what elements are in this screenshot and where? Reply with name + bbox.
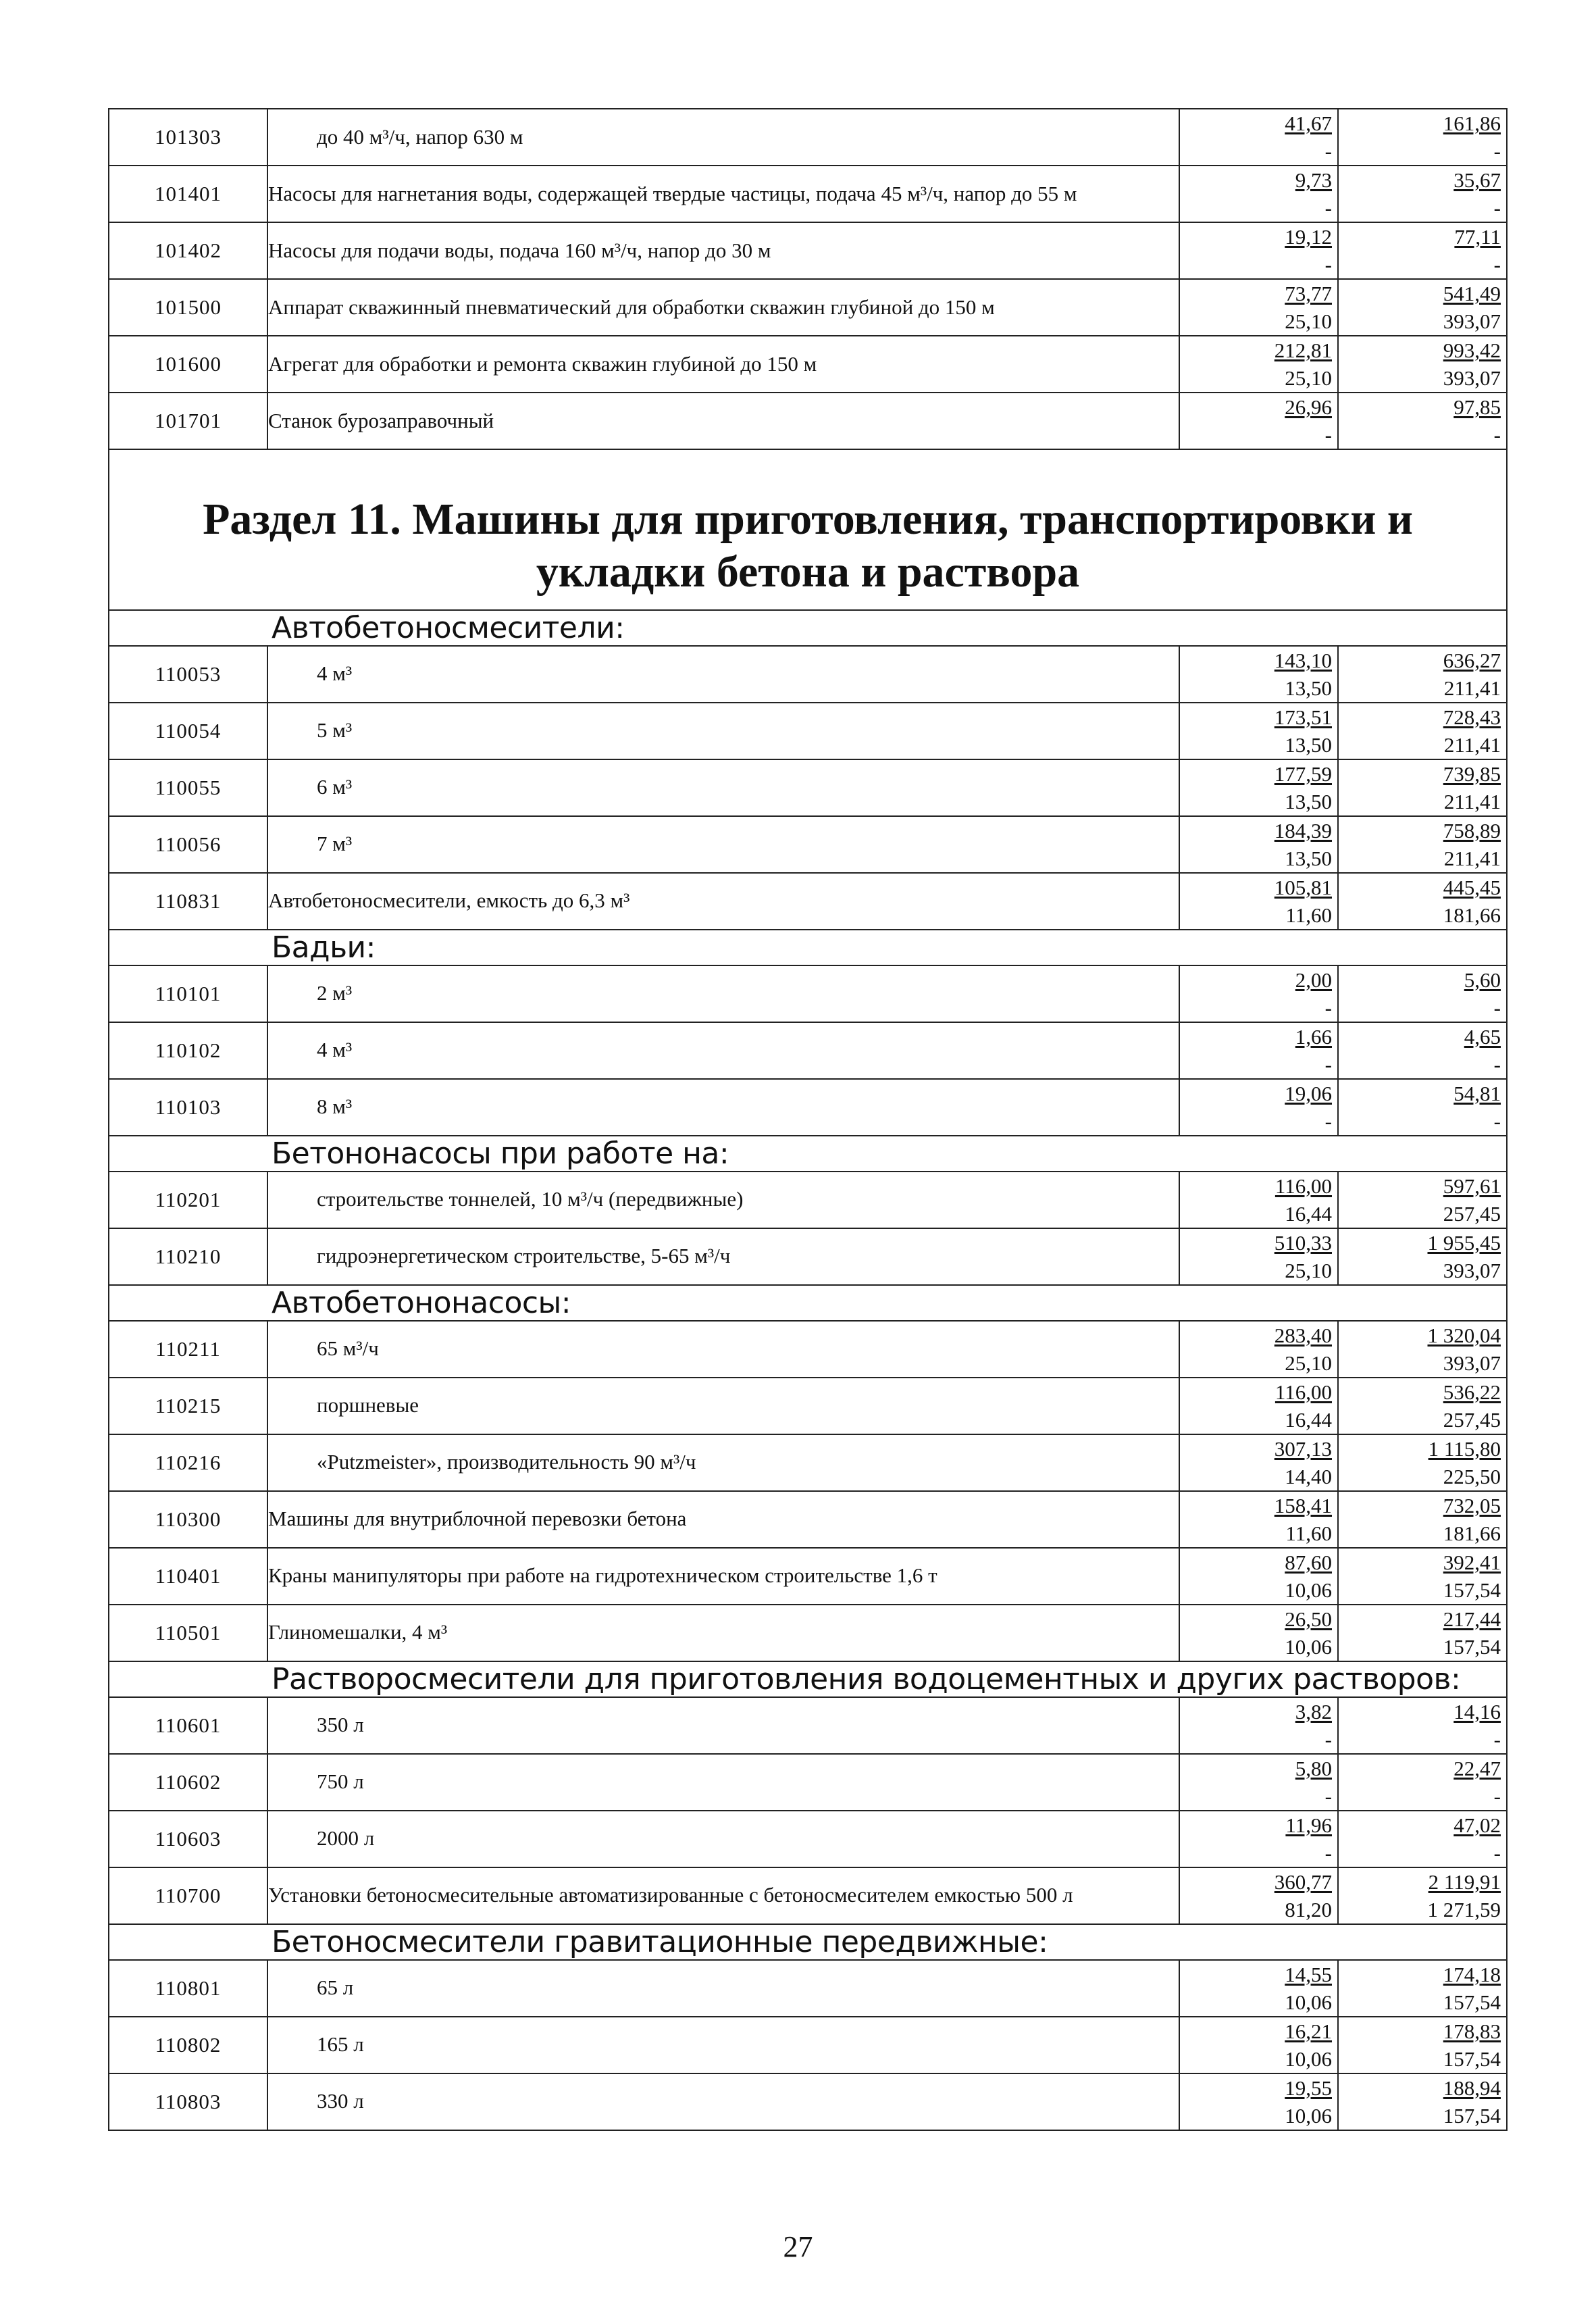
- total-wage-value: -: [1493, 1109, 1501, 1133]
- operating-cost-value: 16,21: [1285, 2019, 1332, 2043]
- total-wage-value: 393,07: [1443, 309, 1501, 333]
- total-wage-value: -: [1493, 995, 1501, 1020]
- machine-code: 110401: [109, 1548, 267, 1605]
- operating-cost-value: 212,81: [1274, 338, 1332, 362]
- operating-cost-cell: [1179, 1548, 1338, 1605]
- machine-name: до 40 м³/ч, напор 630 м: [267, 109, 1179, 166]
- total-cost-cell: [1338, 1697, 1507, 1754]
- table-row: [109, 1172, 1507, 1228]
- driver-wage-value: 16,44: [1285, 1201, 1332, 1226]
- driver-wage-value: -: [1324, 995, 1332, 1020]
- operating-cost-cell: [1179, 1022, 1338, 1079]
- total-cost-cell: [1338, 2017, 1507, 2073]
- operating-cost-value: 2,00: [1295, 967, 1332, 992]
- table-row: [109, 1378, 1507, 1434]
- machine-code: 101402: [109, 222, 267, 279]
- driver-wage-value: 10,06: [1285, 1990, 1332, 2014]
- operating-cost-value: 173,51: [1274, 705, 1332, 729]
- total-cost-cell: [1338, 873, 1507, 930]
- machine-code: 110201: [109, 1172, 267, 1228]
- operating-cost-value: 73,77: [1285, 282, 1332, 305]
- total-cost-value: 217,44: [1443, 1607, 1501, 1631]
- operating-cost-cell: [1179, 1079, 1338, 1136]
- table-row: [109, 1491, 1507, 1548]
- operating-cost-value: 283,40: [1274, 1323, 1332, 1347]
- total-wage-value: -: [1493, 1840, 1501, 1865]
- machine-code: 101401: [109, 166, 267, 222]
- operating-cost-cell: [1179, 2017, 1338, 2073]
- total-wage-value: -: [1493, 139, 1501, 163]
- total-cost-cell: [1338, 109, 1507, 166]
- group-title: Бетоносмесители гравитационные передвижные:: [267, 1924, 1507, 1960]
- total-wage-value: -: [1493, 253, 1501, 276]
- driver-wage-value: -: [1324, 1109, 1332, 1133]
- total-cost-value: 536,22: [1443, 1380, 1501, 1404]
- table-row: [109, 222, 1507, 279]
- total-cost-cell: [1338, 1228, 1507, 1285]
- operating-cost-value: 143,10: [1274, 648, 1332, 672]
- driver-wage-value: 13,50: [1285, 789, 1332, 813]
- operating-cost-value: 360,77: [1274, 1869, 1332, 1894]
- total-cost-cell: [1338, 1960, 1507, 2017]
- table-row: [109, 336, 1507, 393]
- total-cost-value: 97,85: [1453, 395, 1501, 419]
- group-header-spacer: [109, 1924, 267, 1960]
- driver-wage-value: -: [1324, 139, 1332, 163]
- total-cost-value: 174,18: [1443, 1962, 1501, 1986]
- operating-cost-cell: [1179, 2073, 1338, 2130]
- total-cost-value: 1 115,80: [1428, 1436, 1501, 1461]
- driver-wage-value: -: [1324, 1784, 1332, 1808]
- total-cost-value: 636,27: [1443, 648, 1501, 672]
- operating-cost-cell: [1179, 816, 1338, 873]
- table-row: [109, 2073, 1507, 2130]
- machine-name: Станок бурозаправочный: [267, 393, 1179, 449]
- table-row: [109, 393, 1507, 449]
- group-header-spacer: [109, 930, 267, 965]
- driver-wage-value: 11,60: [1285, 903, 1332, 927]
- group-header-spacer: [109, 1136, 267, 1172]
- total-wage-value: 157,54: [1443, 1634, 1501, 1659]
- group-header-row: [109, 1285, 1507, 1321]
- total-wage-value: 211,41: [1443, 846, 1501, 870]
- operating-cost-cell: [1179, 1960, 1338, 2017]
- table-row: [109, 109, 1507, 166]
- machine-code: 110831: [109, 873, 267, 930]
- machine-code: 110054: [109, 703, 267, 759]
- driver-wage-value: -: [1324, 253, 1332, 276]
- total-cost-cell: [1338, 816, 1507, 873]
- group-header-spacer: [109, 610, 267, 646]
- total-wage-value: 1 271,59: [1427, 1897, 1501, 1921]
- total-cost-cell: [1338, 759, 1507, 816]
- operating-cost-cell: [1179, 1172, 1338, 1228]
- table-row: [109, 279, 1507, 336]
- machine-name: 750 л: [267, 1754, 1179, 1811]
- total-wage-value: -: [1493, 1727, 1501, 1751]
- machine-code: 110300: [109, 1491, 267, 1548]
- page-number: 27: [783, 2230, 813, 2263]
- machine-code: 110210: [109, 1228, 267, 1285]
- table-row: [109, 1321, 1507, 1378]
- total-cost-value: 178,83: [1443, 2019, 1501, 2043]
- machine-code: 110055: [109, 759, 267, 816]
- driver-wage-value: -: [1324, 1052, 1332, 1076]
- total-cost-value: 739,85: [1443, 761, 1501, 786]
- section-title: Раздел 11. Машины для приготовления, транспортировки и укладки бетона и раствора: [203, 495, 1413, 597]
- table-row: [109, 1228, 1507, 1285]
- driver-wage-value: -: [1324, 196, 1332, 220]
- total-cost-cell: [1338, 1172, 1507, 1228]
- total-wage-value: 181,66: [1443, 903, 1501, 927]
- total-cost-cell: [1338, 2073, 1507, 2130]
- table-row: [109, 1697, 1507, 1754]
- total-wage-value: -: [1493, 196, 1501, 220]
- operating-cost-value: 184,39: [1274, 818, 1332, 842]
- operating-cost-value: 5,80: [1295, 1756, 1332, 1780]
- group-title: Автобетононасосы:: [267, 1285, 1507, 1321]
- total-cost-value: 758,89: [1443, 818, 1501, 842]
- machine-name: 5 м³: [267, 703, 1179, 759]
- machine-code: 110700: [109, 1867, 267, 1924]
- operating-cost-cell: [1179, 703, 1338, 759]
- group-header-row: [109, 930, 1507, 965]
- machine-name: Глиномешалки, 4 м³: [267, 1605, 1179, 1661]
- operating-cost-cell: [1179, 1491, 1338, 1548]
- table-body: [109, 109, 1507, 2130]
- machine-code: 110803: [109, 2073, 267, 2130]
- operating-cost-value: 105,81: [1274, 875, 1332, 899]
- operating-cost-value: 19,12: [1285, 225, 1332, 249]
- machine-code: 110101: [109, 965, 267, 1022]
- table-row: [109, 703, 1507, 759]
- operating-cost-value: 26,50: [1285, 1607, 1332, 1631]
- driver-wage-value: 25,10: [1285, 309, 1332, 333]
- driver-wage-value: -: [1324, 1840, 1332, 1865]
- table-row: [109, 2017, 1507, 2073]
- table-row: [109, 1079, 1507, 1136]
- total-cost-value: 993,42: [1443, 338, 1501, 362]
- operating-cost-cell: [1179, 1867, 1338, 1924]
- operating-cost-cell: [1179, 166, 1338, 222]
- total-wage-value: 225,50: [1443, 1464, 1501, 1488]
- driver-wage-value: 10,06: [1285, 1578, 1332, 1602]
- operating-cost-value: 87,60: [1285, 1550, 1332, 1574]
- machine-code: 110802: [109, 2017, 267, 2073]
- total-cost-value: 392,41: [1443, 1550, 1501, 1574]
- operating-cost-value: 116,00: [1275, 1174, 1332, 1198]
- total-cost-cell: [1338, 166, 1507, 222]
- operating-cost-value: 177,59: [1274, 761, 1332, 786]
- operating-cost-cell: [1179, 1697, 1338, 1754]
- machine-name: Аппарат скважинный пневматический для обработки скважин глубиной до 150 м: [267, 279, 1179, 336]
- operating-cost-value: 158,41: [1274, 1493, 1332, 1517]
- total-wage-value: -: [1493, 1784, 1501, 1808]
- total-cost-cell: [1338, 222, 1507, 279]
- machine-code: 110602: [109, 1754, 267, 1811]
- machine-name: гидроэнергетическом строительстве, 5-65 м³/ч: [267, 1228, 1179, 1285]
- machine-code: 110215: [109, 1378, 267, 1434]
- total-cost-cell: [1338, 1605, 1507, 1661]
- total-cost-cell: [1338, 393, 1507, 449]
- operating-cost-cell: [1179, 393, 1338, 449]
- operating-cost-cell: [1179, 1321, 1338, 1378]
- driver-wage-value: 13,50: [1285, 846, 1332, 870]
- operating-cost-value: 14,55: [1285, 1962, 1332, 1986]
- total-wage-value: 393,07: [1443, 1351, 1501, 1375]
- machine-name: 165 л: [267, 2017, 1179, 2073]
- total-cost-value: 732,05: [1443, 1493, 1501, 1517]
- total-wage-value: 157,54: [1443, 2046, 1501, 2071]
- table-row: [109, 873, 1507, 930]
- machine-name: 6 м³: [267, 759, 1179, 816]
- table-row: [109, 646, 1507, 703]
- total-wage-value: 211,41: [1443, 732, 1501, 757]
- total-cost-cell: [1338, 1378, 1507, 1434]
- total-wage-value: 157,54: [1443, 1990, 1501, 2014]
- table-row: [109, 166, 1507, 222]
- total-cost-cell: [1338, 1022, 1507, 1079]
- total-cost-value: 35,67: [1453, 168, 1501, 192]
- total-wage-value: 211,41: [1443, 789, 1501, 813]
- driver-wage-value: -: [1324, 423, 1332, 447]
- table-row: [109, 1960, 1507, 2017]
- machine-name: 4 м³: [267, 1022, 1179, 1079]
- machine-code: 110056: [109, 816, 267, 873]
- operating-cost-cell: [1179, 646, 1338, 703]
- total-cost-value: 4,65: [1464, 1024, 1501, 1049]
- total-wage-value: -: [1493, 1052, 1501, 1076]
- operating-cost-value: 9,73: [1295, 168, 1332, 192]
- machine-name: Автобетоносмесители, емкость до 6,3 м³: [267, 873, 1179, 930]
- section-header-cell: [109, 449, 1507, 610]
- total-cost-value: 541,49: [1443, 282, 1501, 305]
- operating-cost-value: 510,33: [1274, 1230, 1332, 1255]
- total-cost-cell: [1338, 336, 1507, 393]
- driver-wage-value: 10,06: [1285, 1634, 1332, 1659]
- table-row: [109, 1548, 1507, 1605]
- group-header-row: [109, 1661, 1507, 1697]
- total-wage-value: 181,66: [1443, 1521, 1501, 1545]
- total-cost-value: 2 119,91: [1428, 1869, 1501, 1894]
- total-cost-value: 161,86: [1443, 111, 1501, 135]
- total-cost-value: 1 955,45: [1427, 1230, 1501, 1255]
- total-cost-value: 597,61: [1443, 1174, 1501, 1198]
- price-table-sheet: [108, 108, 1506, 2131]
- operating-cost-cell: [1179, 1228, 1338, 1285]
- operating-cost-value: 19,55: [1285, 2076, 1332, 2100]
- machine-rates-table: [108, 108, 1508, 2131]
- machine-code: 110601: [109, 1697, 267, 1754]
- driver-wage-value: 16,44: [1285, 1407, 1332, 1432]
- operating-cost-cell: [1179, 1605, 1338, 1661]
- machine-name: Агрегат для обработки и ремонта скважин глубиной до 150 м: [267, 336, 1179, 393]
- machine-code: 110501: [109, 1605, 267, 1661]
- driver-wage-value: 10,06: [1285, 2046, 1332, 2071]
- machine-name: 2 м³: [267, 965, 1179, 1022]
- group-header-row: [109, 1924, 1507, 1960]
- operating-cost-cell: [1179, 109, 1338, 166]
- machine-code: 110801: [109, 1960, 267, 2017]
- group-header-row: [109, 1136, 1507, 1172]
- total-cost-value: 1 320,04: [1427, 1323, 1501, 1347]
- total-cost-cell: [1338, 1079, 1507, 1136]
- group-header-spacer: [109, 1285, 267, 1321]
- table-row: [109, 1605, 1507, 1661]
- machine-name: 350 л: [267, 1697, 1179, 1754]
- total-wage-value: 393,07: [1443, 1258, 1501, 1282]
- group-title: Растворосмесители для приготовления водоцементных и других растворов:: [267, 1661, 1507, 1697]
- table-row: [109, 816, 1507, 873]
- machine-name: 330 л: [267, 2073, 1179, 2130]
- operating-cost-cell: [1179, 1754, 1338, 1811]
- total-wage-value: 393,07: [1443, 366, 1501, 390]
- total-cost-cell: [1338, 1811, 1507, 1867]
- group-title: Бадьи:: [267, 930, 1507, 965]
- driver-wage-value: 13,50: [1285, 732, 1332, 757]
- operating-cost-value: 11,96: [1285, 1813, 1332, 1837]
- machine-code: 110211: [109, 1321, 267, 1378]
- total-cost-cell: [1338, 646, 1507, 703]
- driver-wage-value: 11,60: [1285, 1521, 1332, 1545]
- machine-code: 110603: [109, 1811, 267, 1867]
- total-cost-cell: [1338, 1867, 1507, 1924]
- operating-cost-cell: [1179, 1811, 1338, 1867]
- machine-code: 101500: [109, 279, 267, 336]
- machine-name: Краны манипуляторы при работе на гидротехническом строительстве 1,6 т: [267, 1548, 1179, 1605]
- table-row: [109, 1434, 1507, 1491]
- total-cost-value: 14,16: [1453, 1699, 1501, 1724]
- operating-cost-cell: [1179, 759, 1338, 816]
- total-cost-cell: [1338, 1548, 1507, 1605]
- group-title: Автобетоносмесители:: [267, 610, 1507, 646]
- machine-code: 101600: [109, 336, 267, 393]
- total-cost-cell: [1338, 965, 1507, 1022]
- machine-name: 8 м³: [267, 1079, 1179, 1136]
- operating-cost-value: 3,82: [1295, 1699, 1332, 1724]
- operating-cost-cell: [1179, 336, 1338, 393]
- total-cost-value: 54,81: [1453, 1081, 1501, 1105]
- machine-name: 65 л: [267, 1960, 1179, 2017]
- group-title: Бетононасосы при работе на:: [267, 1136, 1507, 1172]
- operating-cost-cell: [1179, 965, 1338, 1022]
- table-row: [109, 759, 1507, 816]
- total-wage-value: 257,45: [1443, 1407, 1501, 1432]
- driver-wage-value: 25,10: [1285, 1258, 1332, 1282]
- group-header-row: [109, 610, 1507, 646]
- machine-name: поршневые: [267, 1378, 1179, 1434]
- driver-wage-value: 81,20: [1285, 1897, 1332, 1921]
- total-cost-value: 188,94: [1443, 2076, 1501, 2100]
- operating-cost-cell: [1179, 279, 1338, 336]
- total-cost-value: 77,11: [1454, 225, 1501, 249]
- machine-name: 7 м³: [267, 816, 1179, 873]
- driver-wage-value: 13,50: [1285, 676, 1332, 700]
- driver-wage-value: 10,06: [1285, 2103, 1332, 2128]
- machine-code: 110103: [109, 1079, 267, 1136]
- total-cost-cell: [1338, 1491, 1507, 1548]
- section-header-row: [109, 449, 1507, 610]
- total-wage-value: 257,45: [1443, 1201, 1501, 1226]
- total-cost-cell: [1338, 1434, 1507, 1491]
- driver-wage-value: -: [1324, 1727, 1332, 1751]
- machine-name: строительстве тоннелей, 10 м³/ч (передвижные): [267, 1172, 1179, 1228]
- operating-cost-cell: [1179, 222, 1338, 279]
- group-header-spacer: [109, 1661, 267, 1697]
- machine-code: 101701: [109, 393, 267, 449]
- driver-wage-value: 14,40: [1285, 1464, 1332, 1488]
- total-cost-cell: [1338, 1754, 1507, 1811]
- total-wage-value: 157,54: [1443, 1578, 1501, 1602]
- total-wage-value: -: [1493, 423, 1501, 447]
- driver-wage-value: 25,10: [1285, 1351, 1332, 1375]
- total-cost-value: 445,45: [1443, 875, 1501, 899]
- table-row: [109, 1754, 1507, 1811]
- total-cost-value: 5,60: [1464, 967, 1501, 992]
- total-cost-value: 22,47: [1453, 1756, 1501, 1780]
- total-cost-value: 47,02: [1453, 1813, 1501, 1837]
- driver-wage-value: 25,10: [1285, 366, 1332, 390]
- table-row: [109, 1867, 1507, 1924]
- operating-cost-value: 116,00: [1275, 1380, 1332, 1404]
- machine-name: Насосы для подачи воды, подача 160 м³/ч, напор до 30 м: [267, 222, 1179, 279]
- machine-name: «Putzmeister», производительность 90 м³/ч: [267, 1434, 1179, 1491]
- operating-cost-value: 307,13: [1274, 1436, 1332, 1461]
- total-wage-value: 211,41: [1443, 676, 1501, 700]
- operating-cost-value: 26,96: [1285, 395, 1332, 419]
- machine-name: 65 м³/ч: [267, 1321, 1179, 1378]
- total-cost-cell: [1338, 279, 1507, 336]
- total-cost-value: 728,43: [1443, 705, 1501, 729]
- machine-code: 110102: [109, 1022, 267, 1079]
- machine-name: 4 м³: [267, 646, 1179, 703]
- machine-code: 110053: [109, 646, 267, 703]
- table-row: [109, 1022, 1507, 1079]
- machine-name: Установки бетоносмесительные автоматизированные с бетоносмесителем емкостью 500 л: [267, 1867, 1179, 1924]
- total-wage-value: 157,54: [1443, 2103, 1501, 2128]
- total-cost-cell: [1338, 1321, 1507, 1378]
- machine-name: Насосы для нагнетания воды, содержащей твердые частицы, подача 45 м³/ч, напор до 55 м: [267, 166, 1179, 222]
- operating-cost-cell: [1179, 1378, 1338, 1434]
- operating-cost-cell: [1179, 1434, 1338, 1491]
- machine-name: 2000 л: [267, 1811, 1179, 1867]
- operating-cost-value: 19,06: [1285, 1081, 1332, 1105]
- operating-cost-cell: [1179, 873, 1338, 930]
- machine-code: 110216: [109, 1434, 267, 1491]
- operating-cost-value: 1,66: [1295, 1024, 1332, 1049]
- operating-cost-value: 41,67: [1285, 111, 1332, 135]
- machine-code: 101303: [109, 109, 267, 166]
- table-row: [109, 965, 1507, 1022]
- total-cost-cell: [1338, 703, 1507, 759]
- table-row: [109, 1811, 1507, 1867]
- machine-name: Машины для внутриблочной перевозки бетона: [267, 1491, 1179, 1548]
